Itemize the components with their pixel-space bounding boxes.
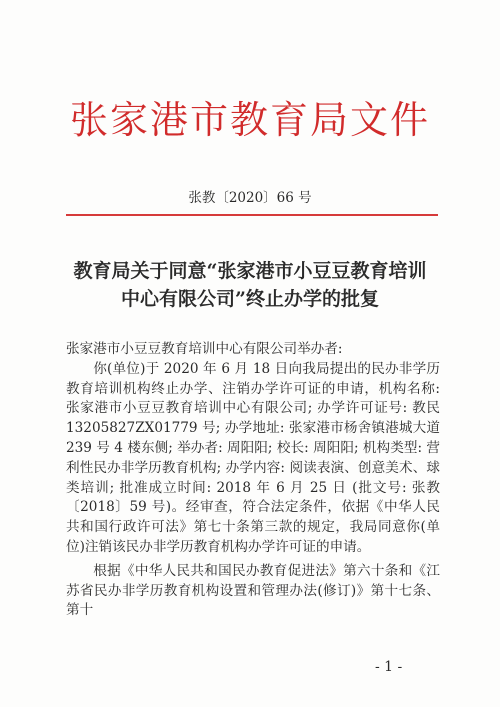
addressee: 张家港市小豆豆教育培训中心有限公司举办者: <box>66 341 343 357</box>
page-number: - 1 - <box>375 659 403 675</box>
document-title <box>55 257 445 313</box>
document-number: 张教〔2020〕66 号 <box>188 190 312 206</box>
org-header-title: 张家港市教育局文件 <box>69 98 430 142</box>
body-paragraph-1: 你(单位)于 2020 年 6 月 18 日向我局提出的民办非学历教育培训机构终止办学、注销办学许可证的申请，机构名称: 张家港市小豆豆教育培训中心有限公司; 办学许可证号: 教民 13205827ZX01779 号; 办学地址: 张家港市杨舍镇港城大道 239 号 4 楼东侧; 举办者: 周阳阳; 校长: 周阳阳; 机构类型: 营利性民办非学历教育机构; 办学内容: 阅读表演、创意美术、球类培训; 批准成立时间: 2018 年 6 月 25 日 (批文号: 张教〔2018〕59 号)。经审查，符合法定条件，依据《中华人民共和国行政许可法》第七十条第三款的规定，我局同意你(单位)注销该民办非学历教育机构办学许可证的申请。 <box>66 360 440 555</box>
document-body <box>66 340 440 621</box>
header-divider <box>66 214 438 216</box>
document-title-line-2: 中心有限公司”终止办学的批复 <box>121 288 379 310</box>
body-paragraph-2: 根据《中华人民共和国民办教育促进法》第六十条和《江苏省民办非学历教育机构设置和管理办法(修订)》第十七条、第十 <box>66 562 440 619</box>
document-title-line-1: 教育局关于同意“张家港市小豆豆教育培训 <box>73 260 427 282</box>
